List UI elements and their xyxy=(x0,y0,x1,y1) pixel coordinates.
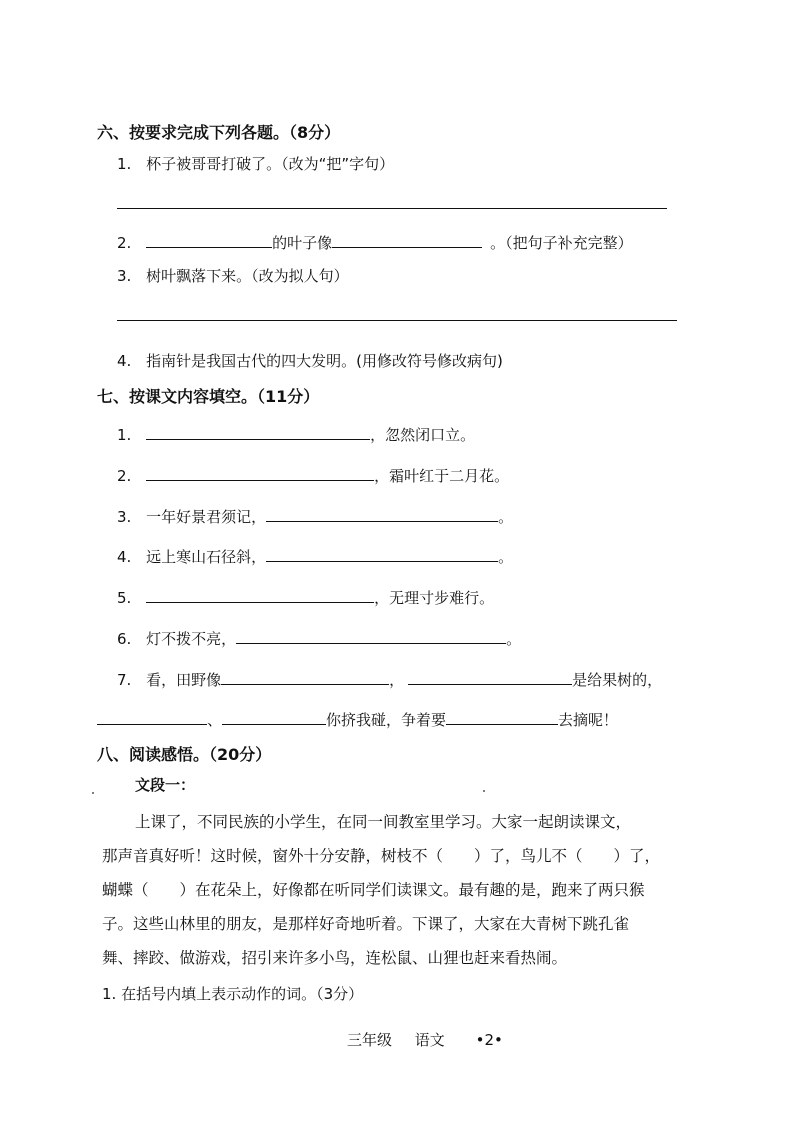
item-text-post: ，霜叶红于二月花。 xyxy=(374,467,510,485)
item-text-pre: 灯不拨不亮， xyxy=(146,630,237,648)
passage-label: 文段一： xyxy=(135,776,196,794)
question-text-mid: 的叶子像 xyxy=(272,234,333,252)
item-text-pre: 远上寒山石径斜， xyxy=(146,548,267,566)
page-footer xyxy=(347,1029,503,1050)
answer-blank[interactable] xyxy=(266,547,498,562)
item-text-post: ，无理寸步难行。 xyxy=(374,589,495,607)
section7-item-3 xyxy=(117,506,513,527)
scan-speck xyxy=(92,792,94,794)
item-number: 3. xyxy=(117,508,132,526)
answer-blank[interactable] xyxy=(236,629,506,644)
passage-line-1: 上课了，不同民族的小学生，在同一间教室里学习。大家一起朗读课文， xyxy=(135,813,632,831)
answer-blank[interactable] xyxy=(408,670,572,685)
item-number: 7. xyxy=(117,671,132,689)
item-number: 6. xyxy=(117,630,132,648)
answer-blank[interactable] xyxy=(146,466,374,481)
section6-question-1 xyxy=(117,153,394,174)
section7-item-5 xyxy=(117,587,494,608)
section7-item-1 xyxy=(117,424,475,445)
item-text-post: 是给果树的， xyxy=(572,671,663,689)
answer-line[interactable] xyxy=(117,320,677,321)
question-text: 树叶飘落下来。（改为拟人句） xyxy=(146,267,349,285)
section8-question-1: 1. 在括号内填上表示动作的词。（3分） xyxy=(102,985,364,1003)
answer-blank[interactable] xyxy=(222,710,326,725)
page-number: •2• xyxy=(475,1031,503,1049)
section7-item-7 xyxy=(117,669,662,690)
scan-speck xyxy=(483,790,485,792)
section-8-title: 八、阅读感悟。（20分） xyxy=(97,745,272,764)
passage-line-5: 舞、摔跤、做游戏，招引来许多小鸟，连松鼠、山狸也赶来看热闹。 xyxy=(102,949,568,967)
item-number: 2. xyxy=(117,467,132,485)
section-7-title: 七、按课文内容填空。（11分） xyxy=(97,387,320,406)
section7-item-6 xyxy=(117,628,521,649)
section7-item-4 xyxy=(117,546,513,567)
item-comma: ， xyxy=(389,671,405,689)
question-number: 3. xyxy=(117,267,132,285)
question-text: 指南针是我国古代的四大发明。(用修改符号修改病句) xyxy=(146,352,503,370)
passage-line-2: 那声音真好听！这时候，窗外十分安静，树枝不（ ）了，鸟儿不（ ）了， xyxy=(102,847,661,865)
item-number: 4. xyxy=(117,548,132,566)
section6-question-3 xyxy=(117,265,349,286)
item-text-post: ，忽然闭口立。 xyxy=(370,426,476,444)
passage-line-4: 子。这些山林里的朋友，是那样好奇地听着。下课了，大家在大青树下跳孔雀 xyxy=(102,915,630,933)
section7-item-7-continued xyxy=(97,709,618,730)
section6-question-4 xyxy=(117,350,503,371)
item-text-post: 。 xyxy=(498,508,514,526)
answer-blank[interactable] xyxy=(266,507,498,522)
item-text-pre: 一年好景君须记， xyxy=(146,508,267,526)
item-text-post: 。 xyxy=(506,630,522,648)
question-number: 2. xyxy=(117,234,132,252)
question-text: 杯子被哥哥打破了。（改为“把”字句） xyxy=(146,155,395,173)
section6-question-2 xyxy=(117,232,633,253)
item-separator: 、 xyxy=(207,711,223,729)
item-text-end: 去摘呢！ xyxy=(558,711,619,729)
item-number: 5. xyxy=(117,589,132,607)
answer-blank[interactable] xyxy=(146,425,370,440)
item-text-mid: 你挤我碰，争着要 xyxy=(326,711,447,729)
footer-subject: 语文 xyxy=(414,1031,445,1049)
answer-blank[interactable] xyxy=(97,710,207,725)
question-number: 4. xyxy=(117,352,132,370)
item-number: 1. xyxy=(117,426,132,444)
answer-blank[interactable] xyxy=(146,233,272,248)
question-text-tail: 。（把句子补充完整） xyxy=(490,234,633,252)
answer-blank[interactable] xyxy=(221,670,389,685)
answer-blank[interactable] xyxy=(332,233,482,248)
question-number: 1. xyxy=(117,155,132,173)
item-text-pre: 看，田野像 xyxy=(146,671,222,689)
passage-line-3: 蝴蝶（ ）在花朵上，好像都在听同学们读课文。最有趣的是，跑来了两只猴 xyxy=(102,881,645,899)
section-6-title: 六、按要求完成下列各题。（8分） xyxy=(97,123,341,142)
answer-line[interactable] xyxy=(117,208,667,209)
item-text-post: 。 xyxy=(498,548,514,566)
answer-blank[interactable] xyxy=(146,588,374,603)
section7-item-2 xyxy=(117,465,509,486)
footer-grade: 三年级 xyxy=(347,1031,393,1049)
answer-blank[interactable] xyxy=(446,710,558,725)
